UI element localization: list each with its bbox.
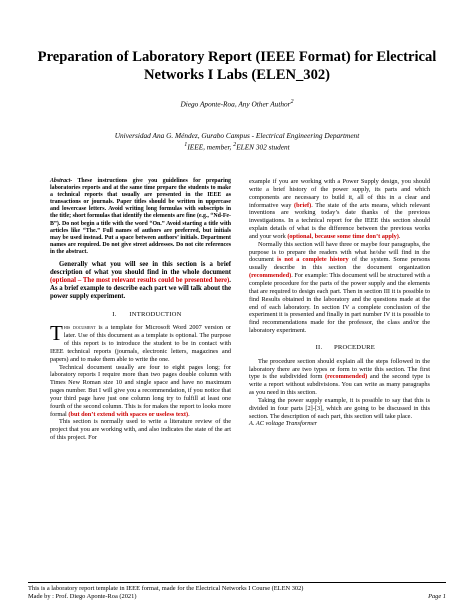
intro-paragraph-3: This section is normally used to write a literature review of the project that you are working with, and also indicates the state of the art of this project. For [50,418,231,442]
procedure-paragraph-2: Taking the power supply example, it is possible to say that this is divided in four parts [2]-[3], which are going to be discussed in this section. The description of each part, this section will take place. [249,396,430,420]
footer-line-1: This is a laboratory report template in IEEE format, made for the Electrical Networks I Course (ELEN 302) [28,585,304,592]
drop-cap: T [50,321,63,346]
procedure-paragraph-1: The procedure section should explain all the steps followed in the laboratory there are two types or form to write this section. The first type is the subdivided form (recommended) and the second type is write a report without subdivisions. You can write as many paragraphs as you need in this section. [249,357,430,397]
summary-paragraph: Generally what you will see in this section is a brief description of what you should find in the whole document (optional – The most relevant results could be presented here). As a brief example to describe each part we will talk about the power supply experiment. [50,261,231,301]
subsection-heading: A. AC voltage Transformer [249,420,318,428]
summary-optional-note: (optional – The most relevant results could be presented here) [50,277,230,285]
intro-warning-note: (but don’t extend with spaces or useless text) [68,410,189,418]
intro-paragraph-2: Technical document usually are four to eight pages long; for laboratory reports I require more than two pages double column with Times New Roman size 10 and single space and have no maximum pages number. But I will give you a recommendation, if you notice that your third page have just one column long try to fulfill at least one fourth of the second column. This is for makes the report to looks more formal (but don’t extend with spaces or useless text). [50,363,231,418]
affiliation-block [30,131,444,151]
abstract-lead: Abstract- [50,178,73,184]
affiliation-line-1: Universidad Ana G. Méndez, Gurabo Campus - Electrical Engineering Department [114,131,360,140]
affiliation-line-2: $^1$IEEE, member, $^2$ELEN 302 student [184,141,290,151]
author-line [30,99,444,108]
right-column [249,178,430,428]
abstract [50,178,231,256]
author-superscript: 2 [290,99,294,105]
intro-paragraph-5: Normally this section will have three or maybe four paragraphs, the purpose is to prepare the readers with what he/she will find in the document is not a complete history of the system. Some persons usually describe in this section the document organization (recommended). For example: This document will be structured with a complete procedure for the parts of the power supply and the elements that are required to design each part. Then in section III it is possible to find Results obtained in the laboratory and the questions made at the end of each laboratory. In section IV a complete conclusion of the experiment it is presented and finally in part number IV it is possible to find recommendations made for the professor, the class and/or the laboratory experiment. [249,240,430,335]
page-number: Page 1 [428,593,446,601]
left-column [50,178,231,442]
author-names: Diego Aponte-Roa, Any Other Author [180,99,291,109]
section-heading-procedure: II. PROCEDURE [315,343,375,351]
section-heading-introduction: I. INTRODUCTION [112,310,182,318]
page-footer [28,582,446,602]
intro-paragraph-1: This document is a template for Microsoft Word 2007 version or later. Use of this document as a template is optional. The purpose of this report is to introduce the student to be in contact with IEEE technical reports (journals, electronic letters, magazines and papers) and to make them able to write the one. [50,321,231,363]
abstract-text: These instructions give you guidelines for preparing laboratories reports and at the same time prepare the students to make a technical reports that usually are presented in the IEEE as transactions or journals. Paper titles should be written in uppercase and lowercase letters. Avoid writing long formulas with subscripts in the title; short formulas that identify the elements are fine (e.g., “Nd-Fe-B”). Do not begin a title with the word “On.” Avoid starting a title with articles like “The.” Full names of authors are preferred, but initials may be used instead. Put a space between authors’ initials. Department names are required. Do not give street addresses. Do not cite references in the abstract. [50,178,231,255]
footer-line-2: Made by : Prof. Diego Aponte-Roa (2021) [28,593,137,601]
paper-title: Preparation of Laboratory Report (IEEE Format) for Electrical Networks I Labs (ELEN_302) [37,49,437,83]
intro-paragraph-4: example if you are working with a Power Supply design, you should write a brief history of the power supply, its parts and which components are necessary to build it, all of this in a clear and informative way (brief). The state of the arts means, which relevant inventions are working today’s date thanks of the previous investigations. In a technical report for the IEEE this section should explain details of what is the difference between the previous works and your work (optional, because some time don’t apply). [249,178,431,240]
